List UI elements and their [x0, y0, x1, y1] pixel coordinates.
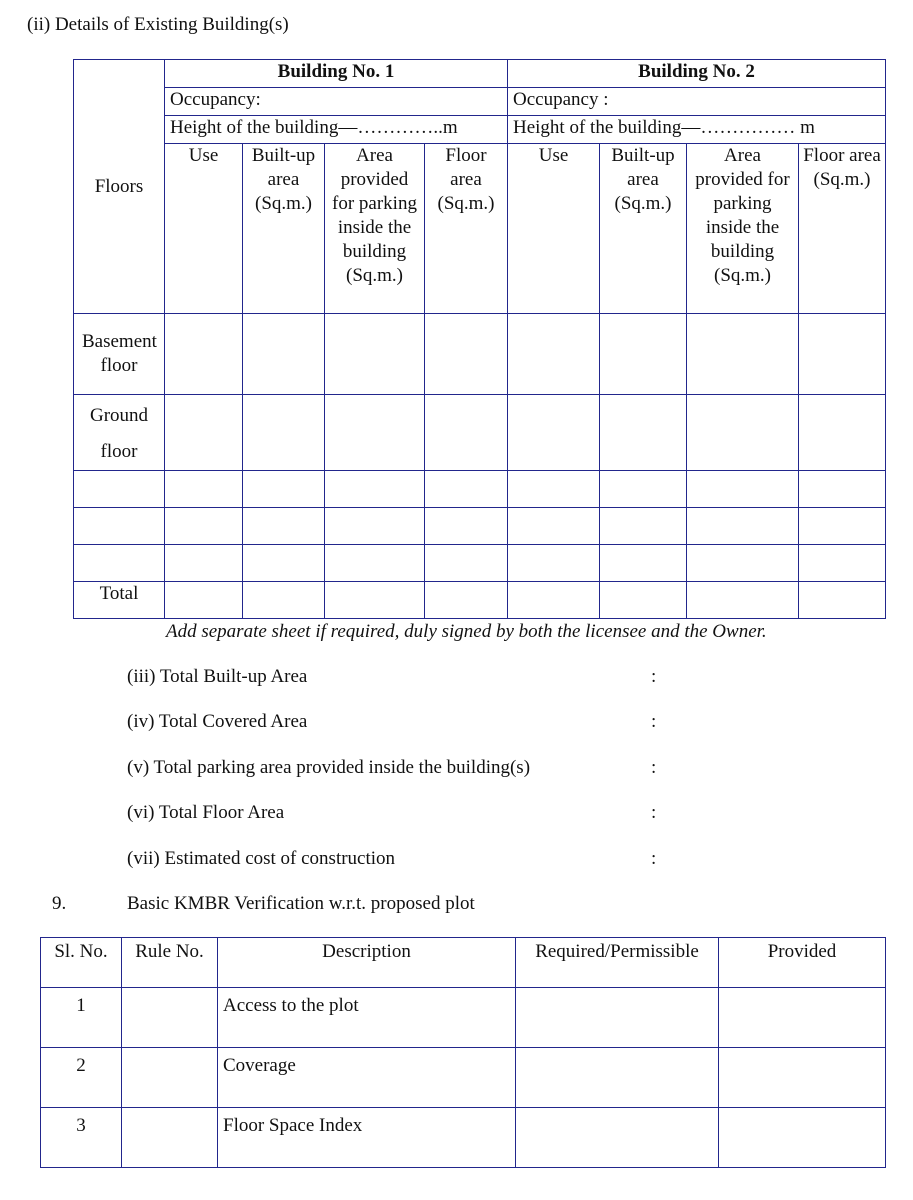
rule-no-cell[interactable] — [122, 1108, 218, 1168]
cell[interactable] — [600, 471, 687, 508]
cell[interactable] — [600, 508, 687, 545]
b1-use-header: Use — [165, 144, 243, 314]
cell[interactable] — [425, 395, 508, 471]
section-heading: (ii) Details of Existing Building(s) — [27, 14, 289, 35]
cell[interactable] — [600, 395, 687, 471]
cell[interactable] — [508, 314, 600, 395]
cell[interactable] — [508, 508, 600, 545]
header-sl-no: Sl. No. — [41, 938, 122, 988]
total-builtup-label: (iii) Total Built-up Area — [127, 666, 308, 687]
cell[interactable] — [508, 395, 600, 471]
total-covered-colon: : — [651, 711, 657, 732]
total-floor-area-colon: : — [651, 802, 657, 823]
cell[interactable] — [687, 582, 799, 619]
cell[interactable] — [325, 395, 425, 471]
header-description: Description — [218, 938, 516, 988]
rule-no-cell[interactable] — [122, 1048, 218, 1108]
cell[interactable] — [165, 545, 243, 582]
total-parking-colon: : — [651, 757, 657, 778]
required-cell[interactable] — [516, 988, 719, 1048]
building2-height: Height of the building—…………… m — [508, 116, 886, 144]
cell[interactable] — [687, 508, 799, 545]
building1-occupancy: Occupancy: — [165, 88, 508, 116]
cell[interactable] — [508, 545, 600, 582]
cell[interactable] — [425, 314, 508, 395]
cell[interactable] — [799, 545, 886, 582]
cell[interactable] — [243, 471, 325, 508]
cell[interactable] — [799, 508, 886, 545]
cell[interactable] — [325, 471, 425, 508]
separate-sheet-note: Add separate sheet if required, duly signed by both the licensee and the Owner. — [166, 621, 767, 642]
cell[interactable] — [165, 582, 243, 619]
cell[interactable] — [243, 508, 325, 545]
cell[interactable] — [325, 314, 425, 395]
b1-parking-header: Area provided for parking inside the building (Sq.m.) — [325, 144, 425, 314]
cell[interactable] — [425, 545, 508, 582]
required-cell[interactable] — [516, 1108, 719, 1168]
estimated-cost-label: (vii) Estimated cost of construction — [127, 848, 396, 869]
header-provided: Provided — [719, 938, 886, 988]
required-cell[interactable] — [516, 1048, 719, 1108]
building1-height: Height of the building—…………..m — [165, 116, 508, 144]
b2-floorarea-header: Floor area (Sq.m.) — [799, 144, 886, 314]
estimated-cost-colon: : — [651, 848, 657, 869]
row-label-blank — [74, 545, 165, 582]
row-label-blank — [74, 471, 165, 508]
cell[interactable] — [325, 508, 425, 545]
provided-cell[interactable] — [719, 1108, 886, 1168]
header-rule-no: Rule No. — [122, 938, 218, 988]
cell[interactable] — [600, 314, 687, 395]
section-9-title: Basic KMBR Verification w.r.t. proposed plot — [127, 893, 475, 914]
total-parking-label: (v) Total parking area provided inside the building(s) — [127, 757, 531, 778]
b2-use-header: Use — [508, 144, 600, 314]
row-label-blank — [74, 508, 165, 545]
cell[interactable] — [687, 395, 799, 471]
cell[interactable] — [799, 582, 886, 619]
cell[interactable] — [508, 582, 600, 619]
cell[interactable] — [243, 314, 325, 395]
existing-buildings-table — [73, 59, 886, 619]
row-description: Coverage — [218, 1048, 516, 1108]
rule-no-cell[interactable] — [122, 988, 218, 1048]
kmbr-verification-table — [40, 937, 886, 1168]
building2-occupancy: Occupancy : — [508, 88, 886, 116]
provided-cell[interactable] — [719, 1048, 886, 1108]
row-label-total: Total — [74, 582, 165, 619]
cell[interactable] — [687, 545, 799, 582]
header-required: Required/Permissible — [516, 938, 719, 988]
cell[interactable] — [425, 582, 508, 619]
cell[interactable] — [325, 545, 425, 582]
cell[interactable] — [425, 508, 508, 545]
b1-builtup-header: Built-up area (Sq.m.) — [243, 144, 325, 314]
cell[interactable] — [508, 471, 600, 508]
row-label-ground: Ground floor — [74, 395, 165, 471]
row-sl-no: 2 — [41, 1048, 122, 1108]
b2-parking-header: Area provided for parking inside the building (Sq.m.) — [687, 144, 799, 314]
row-sl-no: 1 — [41, 988, 122, 1048]
row-label-basement: Basement floor — [74, 314, 165, 395]
total-covered-label: (iv) Total Covered Area — [127, 711, 308, 732]
row-sl-no: 3 — [41, 1108, 122, 1168]
cell[interactable] — [687, 314, 799, 395]
b1-floorarea-header: Floor area (Sq.m.) — [425, 144, 508, 314]
building1-title: Building No. 1 — [165, 60, 508, 88]
row-description: Floor Space Index — [218, 1108, 516, 1168]
row-description: Access to the plot — [218, 988, 516, 1048]
cell[interactable] — [165, 508, 243, 545]
cell[interactable] — [600, 582, 687, 619]
section-9-number: 9. — [52, 893, 67, 914]
cell[interactable] — [165, 471, 243, 508]
cell[interactable] — [425, 471, 508, 508]
provided-cell[interactable] — [719, 988, 886, 1048]
cell[interactable] — [165, 395, 243, 471]
cell[interactable] — [243, 395, 325, 471]
cell[interactable] — [799, 314, 886, 395]
total-floor-area-label: (vi) Total Floor Area — [127, 802, 285, 823]
cell[interactable] — [325, 582, 425, 619]
cell[interactable] — [243, 582, 325, 619]
total-builtup-colon: : — [651, 666, 657, 687]
cell[interactable] — [600, 545, 687, 582]
cell[interactable] — [687, 471, 799, 508]
building2-title: Building No. 2 — [508, 60, 886, 88]
cell[interactable] — [799, 471, 886, 508]
b2-builtup-header: Built-up area (Sq.m.) — [600, 144, 687, 314]
cell[interactable] — [165, 314, 243, 395]
cell[interactable] — [799, 395, 886, 471]
floors-header: Floors — [74, 60, 165, 314]
cell[interactable] — [243, 545, 325, 582]
